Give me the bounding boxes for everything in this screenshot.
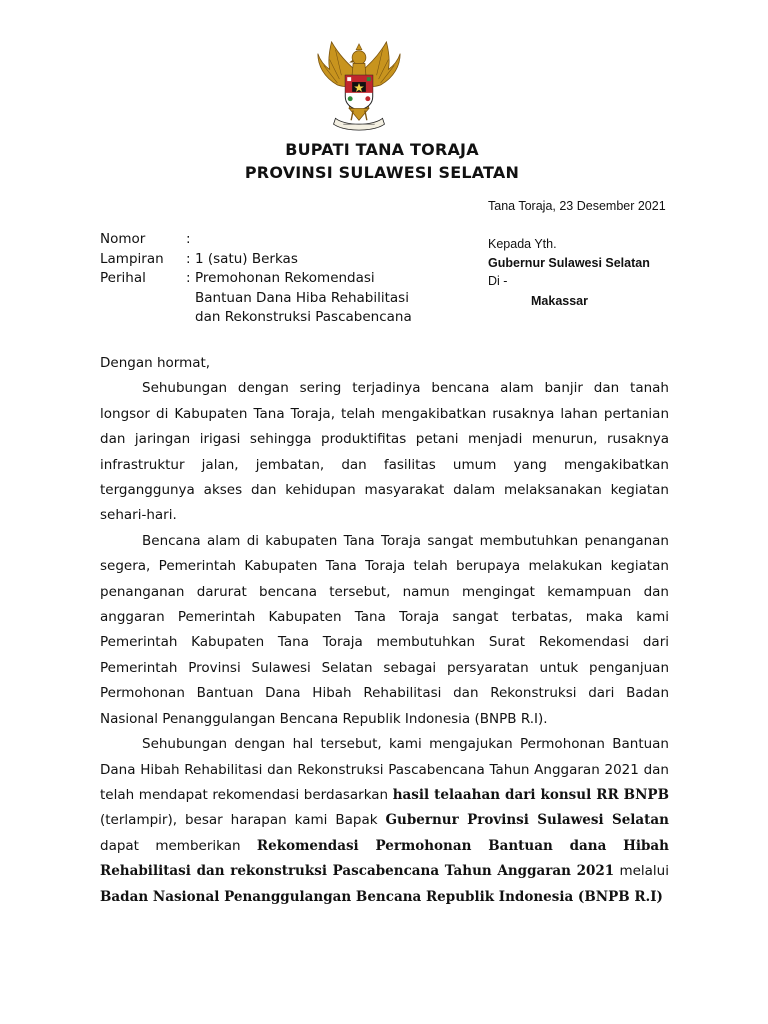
p3-bold-3: Rekomendasi Permohonan Bantuan dana Hibah Rehabilitasi dan rekonstruksi Pascabencana Tahun Anggaran 2021 [100, 837, 669, 880]
recipient-greeting: Kepada Yth. [488, 237, 557, 251]
p3-text-2: (terlampir), besar harapan kami Bapak [100, 812, 386, 829]
meta-sep [186, 289, 195, 309]
p3-bold-2: Gubernur Provinsi Sulawesi Selatan [385, 812, 669, 829]
paragraph-3 [100, 732, 669, 910]
paragraph-1: Sehubungan dengan sering terjadinya bencana alam banjir dan tanah longsor di Kabupaten Tana Toraja, telah mengakibatkan rusaknya lahan pertanian dan jaringan irigasi sehingga produktifitas petani menjadi menurun, rusaknya infrastruktur jalan, jembatan, dan fasilitas umum yang mengakibatkan terganggunya akses dan kehidupan masyarakat dalam melaksanakan kegiatan sehari-hari. [100, 380, 669, 524]
p3-text-4: melalui [614, 863, 669, 880]
meta-label [100, 308, 186, 328]
meta-value: 1 (satu) Berkas [195, 250, 298, 267]
recipient-name: Gubernur Sulawesi Selatan [488, 255, 650, 270]
p3-bold-1: hasil telaahan dari konsul RR BNPB [392, 786, 669, 803]
meta-sep: : [186, 270, 191, 286]
letterhead-title: BUPATI TANA TORAJA [285, 140, 479, 159]
p3-text-3: dapat memberikan [100, 837, 257, 854]
meta-row-perihal [100, 269, 412, 289]
meta-row-nomor [100, 230, 412, 250]
letter-body [100, 351, 669, 910]
meta-row-perihal-cont [100, 289, 412, 309]
meta-sep [186, 308, 195, 328]
meta-sep: : [186, 250, 191, 267]
meta-value: Bantuan Dana Hiba Rehabilitasi [195, 289, 409, 306]
meta-label [100, 289, 186, 309]
letterhead-subtitle: PROVINSI SULAWESI SELATAN [244, 163, 520, 182]
paragraph-2: Bencana alam di kabupaten Tana Toraja sangat membutuhkan penanganan segera, Pemerintah Kabupaten Tana Toraja telah berupaya melakukan kegiatan penanganan darurat bencana tersebut, namun mengingat kemampuan dan anggaran Pemerintah Kabupaten Tana Toraja sangat terbatas, maka kami Pemerintah Kabupaten Tana Toraja membutuhkan Surat Rekomendasi dari Pemerintah Provinsi Sulawesi Selatan sebagai persyaratan untuk penganjuan Permohonan Bantuan Dana Hibah Rehabilitasi dan Rekonstruksi dari Badan Nasional Penanggulangan Bencana Republik Indonesia (BNPB R.I). [100, 532, 669, 727]
meta-label: Nomor [100, 231, 146, 247]
salutation: Dengan hormat, [100, 355, 211, 371]
letter-meta [100, 230, 412, 328]
meta-label: Lampiran [100, 250, 164, 267]
meta-label: Perihal [100, 270, 146, 286]
p3-bold-4: Badan Nasional Penanggulangan Bencana Republik Indonesia (BNPB R.I) [100, 888, 663, 905]
p3-text-1: Sehubungan dengan hal tersebut, kami mengajukan Permohonan Bantuan Dana Hibah Rehabilitasi dan Rekonstruksi Pascabencana Tahun Anggaran 2021 dan telah mendapat rekomendasi berdasarkan [100, 736, 669, 803]
meta-row-perihal-cont [100, 308, 412, 328]
recipient-di: Di - [488, 274, 508, 288]
meta-value: Premohonan Rekomendasi [195, 270, 375, 286]
meta-sep: : [186, 231, 191, 247]
garuda-emblem [310, 36, 408, 134]
meta-value: dan Rekonstruksi Pascabencana [195, 309, 412, 325]
letter-date: Tana Toraja, 23 Desember 2021 [488, 199, 666, 213]
recipient-city: Makassar [531, 293, 588, 308]
recipient-block [488, 235, 650, 310]
meta-row-lampiran [100, 250, 412, 270]
